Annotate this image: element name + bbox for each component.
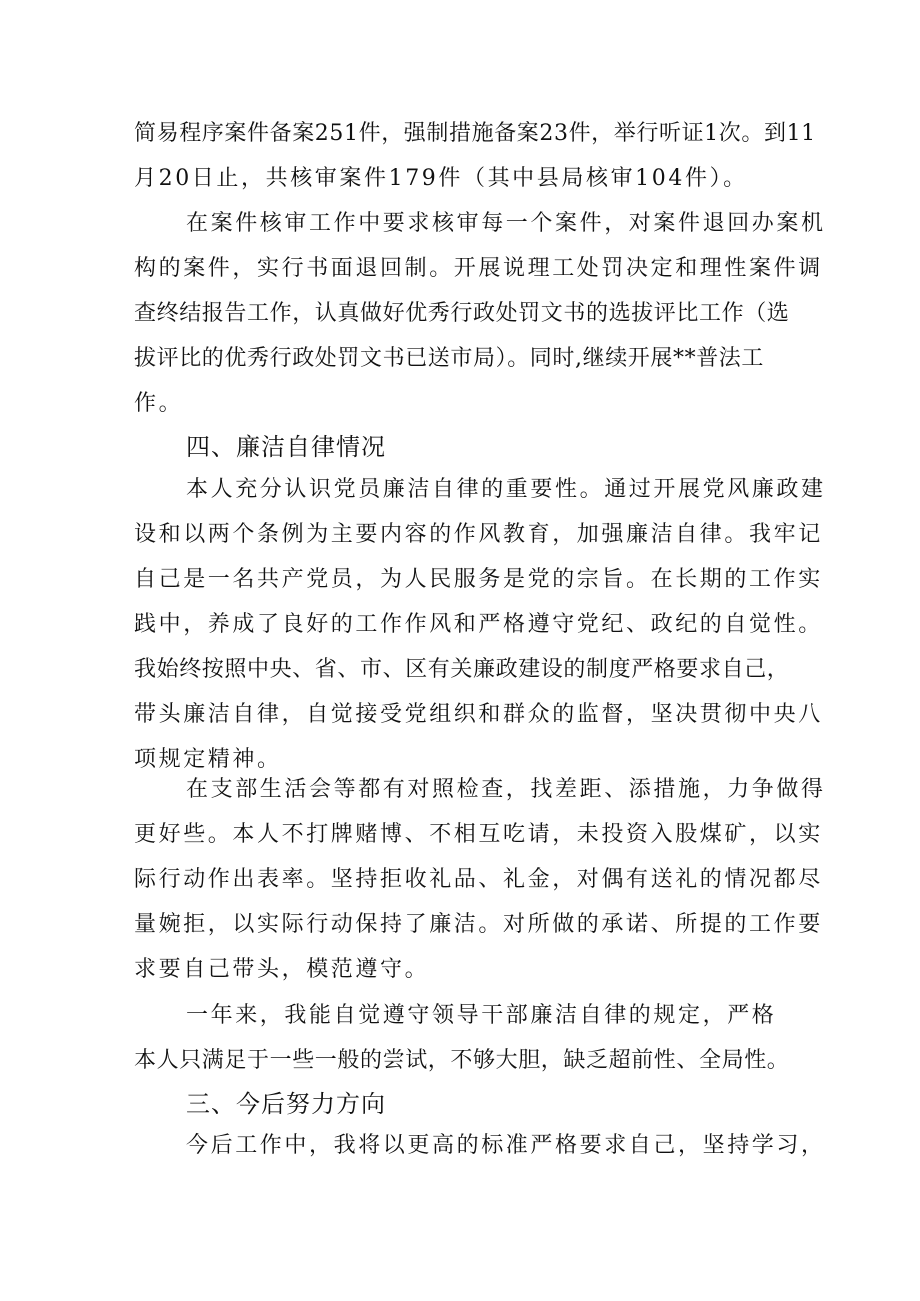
text-line: 践中，养成了良好的工作作风和严格遵守党纪、政纪的自觉性。: [134, 612, 823, 637]
text-line: 际行动作出表率。坚持拒收礼品、礼金，对偶有送礼的情况都尽: [134, 867, 823, 892]
text-line: 查终结报告工作，认真做好优秀行政处罚文书的选拔评比工作（选: [134, 301, 790, 326]
text-line: 拔评比的优秀行政处罚文书已送市局）。同时,继续开展**普法工: [134, 346, 764, 371]
text-line: 本人只满足于一些一般的尝试，不够大胆，缺乏超前性、全局性。: [134, 1048, 790, 1073]
text-line: 月20日止，共核审案件179件（其中县局核审104件）。: [134, 166, 748, 191]
text-line: 今后工作中，我将以更高的标准严格要求自己，坚持学习，: [186, 1133, 826, 1158]
text-line: 设和以两个条例为主要内容的作风教育，加强廉洁自律。我牢记: [134, 522, 823, 547]
text-line: 求要自己带头，模范遵守。: [134, 957, 430, 982]
text-line: 项规定精神。: [134, 747, 282, 772]
text-line: 一年来，我能自觉遵守领导干部廉洁自律的规定，严格: [186, 1003, 777, 1028]
text-line: 更好些。本人不打牌赌博、不相互吃请，未投资入股煤矿，以实: [134, 822, 823, 847]
text-line: 作。: [134, 391, 184, 416]
section-heading: 四、廉洁自律情况: [186, 433, 386, 461]
text-line: 量婉拒，以实际行动保持了廉洁。对所做的承诺、所提的工作要: [134, 912, 823, 937]
text-line: 带头廉洁自律，自觉接受党组织和群众的监督，坚决贯彻中央八: [134, 702, 823, 727]
text-line: 简易程序案件备案251件，强制措施备案23件，举行听证1次。到11: [134, 121, 816, 146]
section-heading: 三、今后努力方向: [186, 1090, 386, 1118]
text-line: 在案件核审工作中要求核审每一个案件，对案件退回办案机: [186, 211, 826, 236]
text-line: 在支部生活会等都有对照检查，找差距、添措施，力争做得: [186, 777, 826, 802]
text-line: 我始终按照中央、省、市、区有关廉政建设的制度严格要求自己，: [134, 657, 790, 682]
text-line: 本人充分认识党员廉洁自律的重要性。通过开展党风廉政建: [186, 477, 826, 502]
text-line: 构的案件，实行书面退回制。开展说理工处罚决定和理性案件调: [134, 256, 823, 281]
text-line: 自己是一名共产党员，为人民服务是党的宗旨。在长期的工作实: [134, 567, 823, 592]
